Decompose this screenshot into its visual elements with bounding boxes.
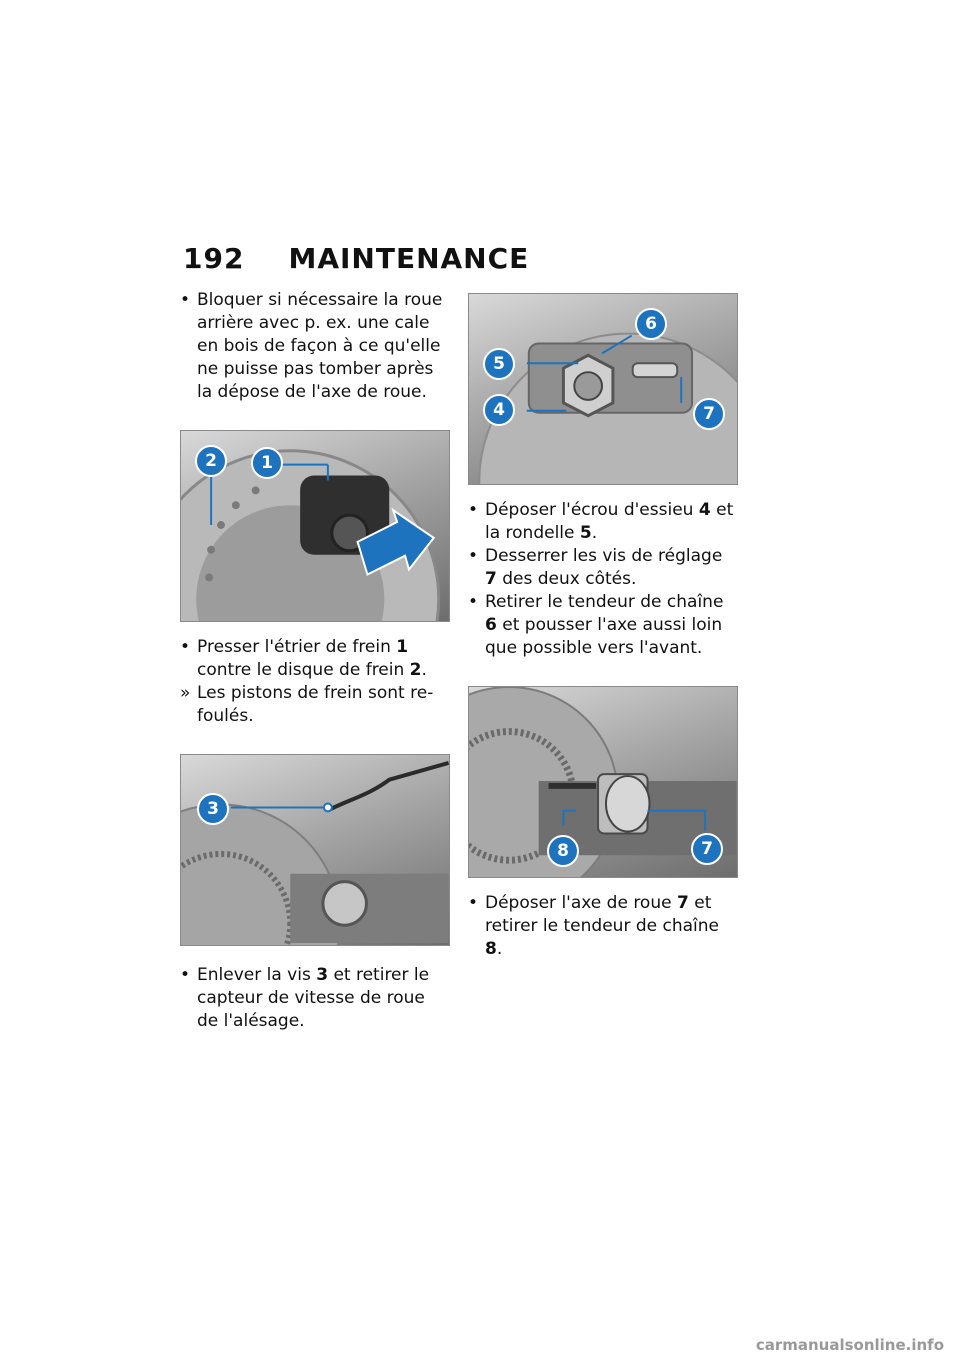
callout-7: 7 [693,398,725,430]
step-block-sensor [180,964,450,1033]
figure-speed-sensor [180,754,450,946]
left-column [180,289,450,1033]
step-text: Déposer l'axe de roue 7 et retirer le tendeur de chaîne 8. [485,893,719,959]
callout-7: 7 [691,833,723,865]
step-block-remove-axle [468,892,738,961]
callout-4: 4 [483,394,515,426]
step-text: Enlever la vis 3 et retirer le capteur de vitesse de roue de l'alésage. [197,965,430,1031]
result-text: Les pistons de frein sont re-foulés. [197,683,434,726]
callout-6: 6 [635,308,667,340]
step-text: Bloquer si nécessaire la roue arrière avec p. ex. une cale en bois de façon à ce qu'elle ne puisse pas tomber après la dépose de l'axe de roue. [197,290,443,402]
callout-5: 5 [483,348,515,380]
step-text: Déposer l'écrou d'essieu 4 et la rondelle 5. [485,500,734,543]
page-number: 192 [183,242,245,275]
step-text: Presser l'étrier de frein 1 contre le disque de frein 2. [197,637,427,680]
step-block-chain-tensioner [468,591,738,660]
bullet-marker: • [468,893,479,913]
result-marker: » [180,683,191,703]
callout-2: 2 [195,445,227,477]
result-block-pistons [180,682,450,728]
step-block-caliper [180,636,450,682]
step-block-wheel [180,289,450,404]
step-block-adjust-screws [468,545,738,591]
bullet-marker: • [468,592,479,612]
bullet-marker: • [468,500,479,520]
speed-sensor-illustration [181,755,449,945]
step-text: Retirer le tendeur de chaîne 6 et pousser l'axe aussi loin que possible vers l'avant. [485,592,724,658]
figure-axle-nut [468,293,738,485]
figure-brake-caliper [180,430,450,622]
bullet-marker: • [180,965,191,985]
watermark-footer: carmanualsonline.info [755,1336,944,1354]
step-block-axle-nut [468,499,738,545]
page-title: MAINTENANCE [288,242,530,275]
bullet-marker: • [180,290,191,310]
callout-1: 1 [251,447,283,479]
figure-wheel-axle [468,686,738,878]
step-text: Desserrer les vis de réglage 7 des deux côtés. [485,546,723,589]
bullet-marker: • [180,637,191,657]
callout-8: 8 [547,835,579,867]
axle-nut-illustration [469,294,737,484]
bullet-marker: • [468,546,479,566]
right-column [468,289,738,961]
callout-3: 3 [197,793,229,825]
page-header [183,242,529,275]
